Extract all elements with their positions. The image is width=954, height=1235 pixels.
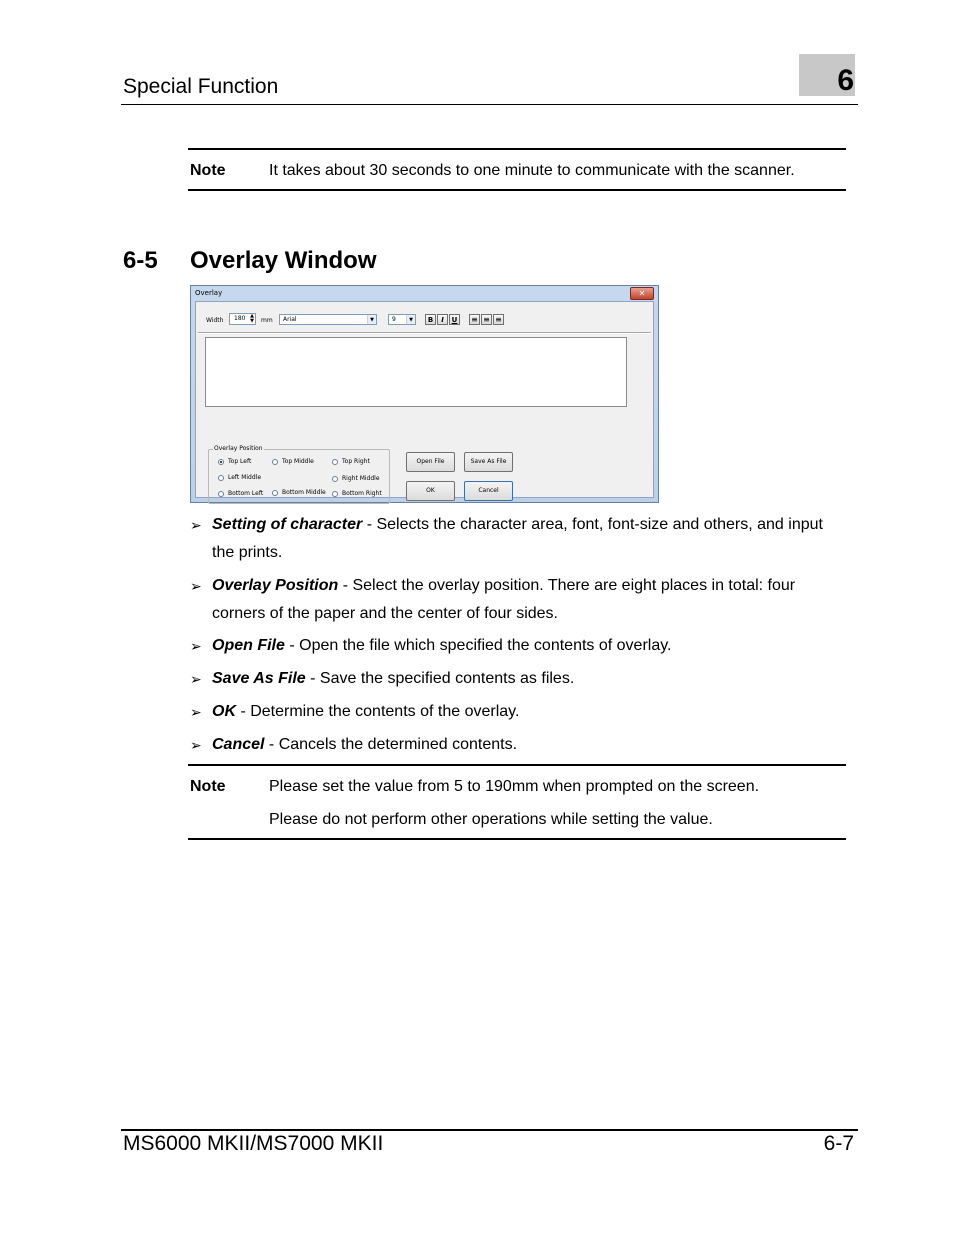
radio-label-left-middle: Left Middle — [228, 474, 262, 481]
note-text-line2: Please do not perform other operations while setting the value. — [269, 811, 713, 828]
note-label: Note — [190, 162, 226, 179]
save-as-file-button[interactable]: Save As File — [464, 452, 513, 472]
section-title: Overlay Window — [190, 247, 377, 274]
page-number: 6-7 — [823, 1132, 854, 1155]
chevron-down-icon[interactable]: ▼ — [406, 315, 415, 324]
note-top-rule — [188, 764, 846, 766]
arrow-bullet-icon: ➢ — [190, 737, 202, 753]
page-header-title: Special Function — [123, 75, 279, 98]
radio-top-left[interactable] — [218, 459, 224, 465]
overlay-dialog — [190, 285, 659, 503]
bullet-desc: - Cancels the determined contents. — [264, 736, 518, 753]
bullet-term: Overlay Position — [212, 577, 339, 594]
overlay-text-area[interactable] — [205, 337, 627, 407]
note-text: It takes about 30 seconds to one minute to communicate with the scanner. — [269, 162, 795, 179]
arrow-bullet-icon: ➢ — [190, 638, 202, 654]
radio-label-bottom-middle: Bottom Middle — [282, 489, 326, 496]
stepper-arrows-icon[interactable]: ▲ ▼ — [250, 313, 254, 324]
radio-label-top-right: Top Right — [342, 458, 370, 465]
note-top-rule — [188, 148, 846, 150]
font-size-value: 9 — [392, 316, 396, 323]
align-center-button[interactable] — [481, 314, 492, 325]
bullet-term: Save As File — [212, 670, 306, 687]
footer-rule — [121, 1129, 858, 1131]
cancel-button[interactable]: Cancel — [464, 481, 513, 501]
toolbar-divider — [198, 332, 651, 334]
italic-button[interactable]: I — [437, 314, 448, 325]
align-right-button[interactable] — [493, 314, 504, 325]
chapter-number: 6 — [837, 64, 854, 97]
unit-label: mm — [261, 317, 273, 324]
radio-label-bottom-right: Bottom Right — [342, 490, 382, 497]
radio-label-right-middle: Right Middle — [342, 475, 380, 482]
radio-label-top-middle: Top Middle — [282, 458, 314, 465]
underline-button[interactable]: U — [449, 314, 460, 325]
overlay-position-group — [208, 445, 390, 504]
dialog-body — [195, 301, 654, 498]
radio-bottom-middle[interactable] — [272, 490, 278, 496]
font-select[interactable] — [279, 314, 377, 325]
bullet-term: Cancel — [212, 736, 265, 753]
chevron-down-icon[interactable]: ▼ — [367, 315, 376, 324]
bullet-desc: - Selects the character area, font, font-size and others, and input the prints. — [212, 516, 823, 561]
chapter-tab — [799, 54, 855, 96]
bullet-desc: - Select the overlay position. There are eight places in total: four corners of the paper and the center of four sides. — [212, 577, 796, 622]
note-bottom-rule — [188, 189, 846, 191]
arrow-bullet-icon: ➢ — [190, 704, 202, 720]
ok-button[interactable]: OK — [406, 481, 455, 501]
section-number: 6-5 — [123, 247, 158, 274]
bold-button[interactable]: B — [425, 314, 436, 325]
width-label: Width — [206, 317, 224, 324]
bullet-desc: - Save the specified contents as files. — [305, 670, 575, 687]
list-item — [190, 665, 840, 693]
radio-top-middle[interactable] — [272, 459, 278, 465]
width-value: 180 — [234, 315, 246, 322]
list-item — [190, 731, 840, 759]
close-icon[interactable]: ✕ — [630, 287, 654, 300]
align-center-icon: ≡ — [483, 315, 490, 324]
radio-top-right[interactable] — [332, 459, 338, 465]
open-file-button[interactable]: Open File — [406, 452, 455, 472]
bullet-term: Setting of character — [212, 516, 363, 533]
note-text-line1: Please set the value from 5 to 190mm when prompted on the screen. — [269, 778, 760, 795]
width-stepper[interactable] — [229, 313, 256, 325]
note-bottom-rule — [188, 838, 846, 840]
dialog-title: Overlay — [195, 289, 223, 297]
list-item — [190, 632, 840, 660]
radio-label-bottom-left: Bottom Left — [228, 490, 264, 497]
list-item — [190, 572, 840, 628]
arrow-bullet-icon: ➢ — [190, 578, 202, 594]
radio-bottom-left[interactable] — [218, 491, 224, 497]
align-left-icon: ≡ — [471, 315, 478, 324]
bullet-desc: - Open the file which specified the contents of overlay. — [284, 637, 672, 654]
list-item — [190, 511, 840, 567]
bullet-desc: - Determine the contents of the overlay. — [236, 703, 520, 720]
font-value: Arial — [283, 316, 297, 323]
bullet-term: Open File — [212, 637, 285, 654]
overlay-position-title: Overlay Position — [214, 445, 263, 452]
radio-right-middle[interactable] — [332, 476, 338, 482]
radio-left-middle[interactable] — [218, 475, 224, 481]
footer-model: MS6000 MKII/MS7000 MKII — [123, 1132, 384, 1155]
header-rule — [121, 104, 858, 105]
radio-label-top-left: Top Left — [228, 458, 252, 465]
list-item — [190, 698, 840, 726]
arrow-bullet-icon: ➢ — [190, 671, 202, 687]
radio-bottom-right[interactable] — [332, 491, 338, 497]
bullet-term: OK — [212, 703, 236, 720]
arrow-bullet-icon: ➢ — [190, 517, 202, 533]
note-label: Note — [190, 778, 226, 795]
align-right-icon: ≡ — [495, 315, 502, 324]
font-size-select[interactable] — [388, 314, 416, 325]
align-left-button[interactable] — [469, 314, 480, 325]
